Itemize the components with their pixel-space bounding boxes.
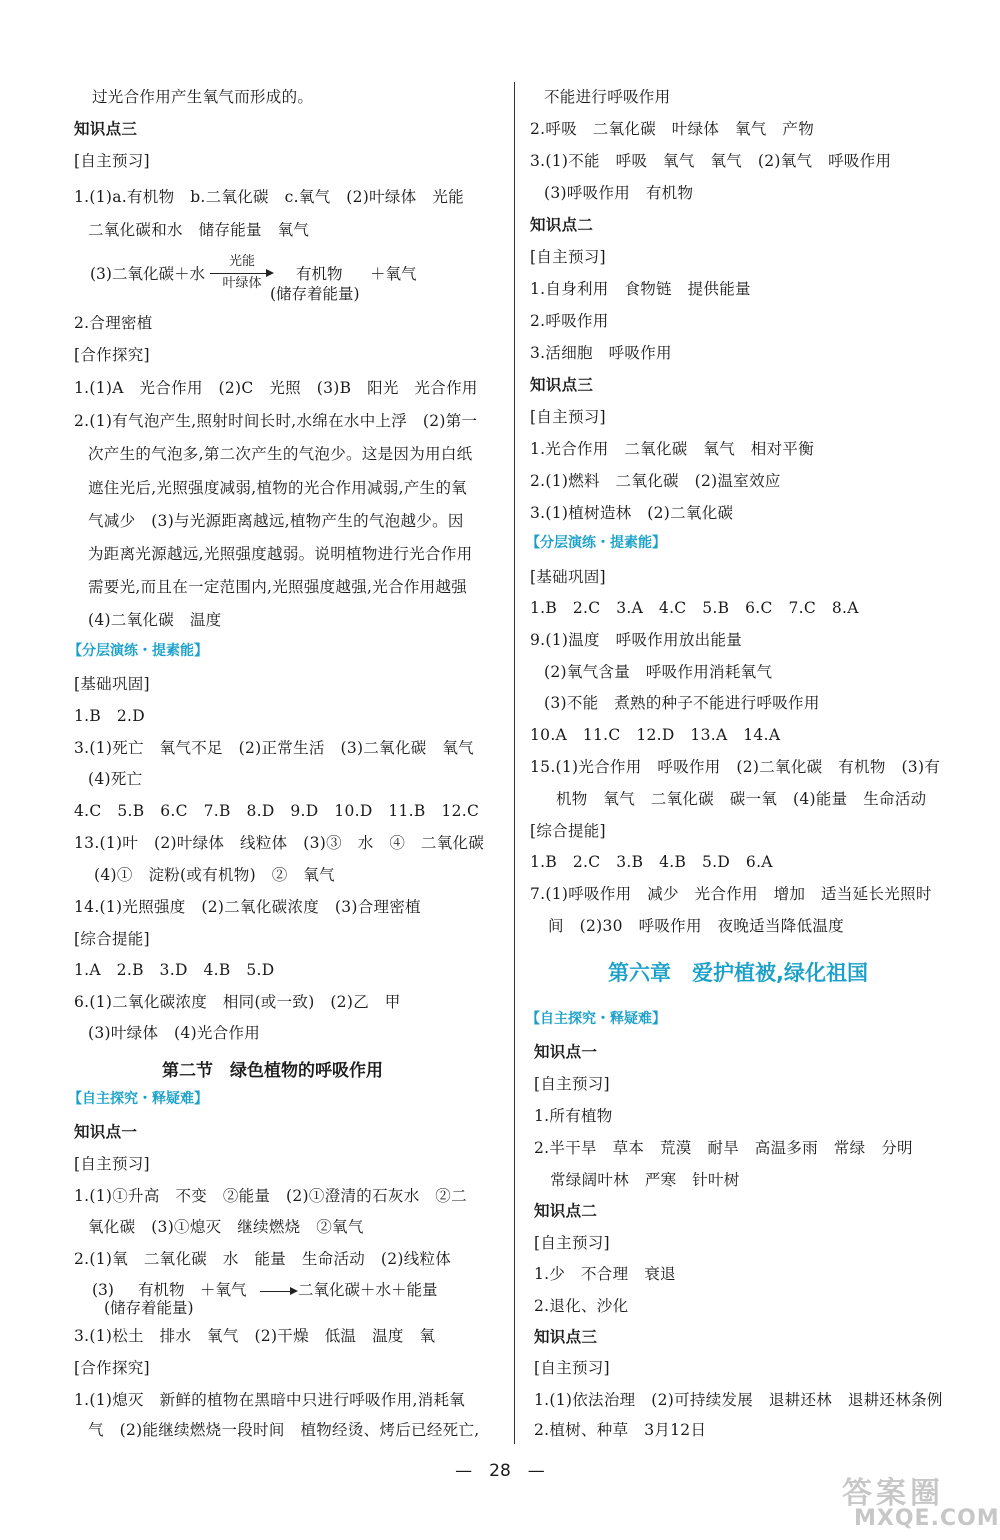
text-line: 3.(1)植树造林 (2)二氧化碳 [530, 504, 734, 522]
text-line: 1.A 2.B 3.D 4.B 5.D [74, 961, 275, 979]
text-line: 1.B 2.C 3.A 4.C 5.B 6.C 7.C 8.A [530, 599, 859, 617]
text-line: 3.(1)死亡 氧气不足 (2)正常生活 (3)二氧化碳 氧气 [74, 739, 474, 757]
section-tag-explore: 【自主探究・释疑难】 [68, 1091, 208, 1107]
text-line: 3.活细胞 呼吸作用 [530, 344, 672, 362]
text-line: 2.呼吸作用 [530, 312, 609, 330]
text-line: 次产生的气泡多,第二次产生的气泡少。这是因为用白纸 [88, 445, 473, 463]
equation-prefix: (3)二氧化碳＋水 [90, 265, 205, 283]
text-line: 机物 氧气 二氧化碳 碳一氧 (4)能量 生命活动 [556, 790, 927, 808]
text-line: 遮住光后,光照强度减弱,植物的光合作用减弱,产生的氧 [88, 479, 468, 497]
text-line: (3)不能 煮熟的种子不能进行呼吸作用 [544, 694, 820, 712]
heading-knowledge-point-1: 知识点一 [534, 1043, 598, 1061]
reaction-arrow [260, 1291, 296, 1292]
text-line: 13.(1)叶 (2)叶绿体 线粒体 (3)③ 水 ④ 二氧化碳 [74, 834, 485, 852]
text-line: 过光合作用产生氧气而形成的。 [92, 88, 314, 106]
text-line: 1.(1)熄灭 新鲜的植物在黑暗中只进行呼吸作用,消耗氧 [74, 1391, 466, 1409]
page-number: — 28 — [455, 1461, 545, 1481]
text-line: 气 (2)能继续燃烧一段时间 植物经烫、烤后已经死亡, [88, 1421, 480, 1439]
text-line: (3)呼吸作用 有机物 [544, 184, 694, 202]
text-line: 1.自身利用 食物链 提供能量 [530, 280, 751, 298]
text-line: 不能进行呼吸作用 [544, 88, 671, 106]
text-line: 1.少 不合理 衰退 [534, 1265, 676, 1283]
subheading-basics: [基础巩固] [530, 568, 606, 586]
text-line: 需要光,而且在一定范围内,光照强度越强,光合作用越强 [88, 578, 468, 596]
section-title: 第二节 绿色植物的呼吸作用 [162, 1061, 383, 1081]
text-line: 2.退化、沙化 [534, 1297, 629, 1315]
subheading-preview: [自主预习] [74, 152, 150, 170]
text-line: 1.(1)A 光合作用 (2)C 光照 (3)B 阳光 光合作用 [74, 379, 478, 397]
subheading-preview: [自主预习] [530, 408, 606, 426]
arrow-condition-top: 光能 [228, 254, 255, 269]
subheading-preview: [自主预习] [534, 1234, 610, 1252]
text-line: 2.(1)有气泡产生,照射时间长时,水绵在水中上浮 (2)第一 [74, 412, 478, 430]
text-line: 1.B 2.D [74, 707, 145, 725]
text-line: 2.半干旱 草本 荒漠 耐旱 高温多雨 常绿 分明 [534, 1139, 913, 1157]
subheading-preview: [自主预习] [74, 1155, 150, 1173]
text-line: 1.(1)①升高 不变 ②能量 (2)①澄清的石灰水 ②二 [74, 1187, 467, 1205]
subheading-preview: [自主预习] [534, 1075, 610, 1093]
text-line: 2.(1)氧 二氧化碳 水 能量 生命活动 (2)线粒体 [74, 1250, 452, 1268]
arrow-condition-bottom: 叶绿体 [222, 276, 262, 291]
chapter-title: 第六章 爱护植被,绿化祖国 [608, 961, 868, 985]
text-line: 1.(1)依法治理 (2)可持续发展 退耕还林 退耕还林条例 [534, 1391, 943, 1409]
subheading-comprehensive: [综合提能] [74, 930, 150, 948]
text-line: (2)氧气含量 呼吸作用消耗氧气 [544, 663, 773, 681]
heading-knowledge-point-1: 知识点一 [74, 1123, 138, 1141]
column-divider [514, 82, 515, 1444]
text-line: 6.(1)二氧化碳浓度 相同(或一致) (2)乙 甲 [74, 993, 401, 1011]
text-line: 3.(1)松土 排水 氧气 (2)干燥 低温 温度 氧 [74, 1327, 436, 1345]
equation-note: (储存着能量) [270, 285, 360, 303]
text-line: 2.合理密植 [74, 314, 153, 332]
text-line: 2.植树、种草 3月12日 [534, 1421, 707, 1439]
text-line: 9.(1)温度 呼吸作用放出能量 [530, 631, 743, 649]
text-line: (4)二氧化碳 温度 [88, 611, 222, 629]
equation-note: (储存着能量) [104, 1299, 194, 1317]
equation-prefix: (3) [92, 1281, 114, 1299]
text-line: 1.光合作用 二氧化碳 氧气 相对平衡 [530, 440, 814, 458]
text-line: 14.(1)光照强度 (2)二氧化碳浓度 (3)合理密植 [74, 898, 421, 916]
text-line: 2.呼吸 二氧化碳 叶绿体 氧气 产物 [530, 120, 814, 138]
text-line: 2.(1)燃料 二氧化碳 (2)温室效应 [530, 472, 781, 490]
equation-reactants: 有机物 ＋氧气 [138, 1281, 247, 1299]
text-line: 1.所有植物 [534, 1107, 613, 1125]
text-line: 常绿阔叶林 严寒 针叶树 [550, 1171, 740, 1189]
heading-knowledge-point-2: 知识点二 [530, 216, 594, 234]
text-line: 7.(1)呼吸作用 减少 光合作用 增加 适当延长光照时 [530, 885, 932, 903]
text-line: 间 (2)30 呼吸作用 夜晚适当降低温度 [548, 917, 844, 935]
text-line: 氧化碳 (3)①熄灭 继续燃烧 ②氧气 [88, 1218, 364, 1236]
text-line: 10.A 11.C 12.D 13.A 14.A [530, 726, 781, 744]
watermark-text: 答案圈 [842, 1476, 944, 1511]
text-line: 15.(1)光合作用 呼吸作用 (2)二氧化碳 有机物 (3)有 [530, 758, 941, 776]
text-line: 3.(1)不能 呼吸 氧气 氧气 (2)氧气 呼吸作用 [530, 152, 892, 170]
heading-knowledge-point-3: 知识点三 [534, 1328, 598, 1346]
subheading-cooperation: [合作探究] [74, 1359, 150, 1377]
watermark-logo [842, 1468, 1000, 1534]
subheading-cooperation: [合作探究] [74, 346, 150, 364]
equation-product: 有机物 [296, 265, 343, 283]
text-line: 气减少 (3)与光源距离越远,植物产生的气泡越少。因 [88, 512, 464, 530]
section-tag-practice: 【分层演练・提素能】 [68, 643, 208, 659]
heading-knowledge-point-3: 知识点三 [74, 120, 138, 138]
text-line: 二氧化碳和水 储存能量 氧气 [88, 221, 310, 239]
text-line: 1.(1)a.有机物 b.二氧化碳 c.氧气 (2)叶绿体 光能 [74, 188, 464, 206]
heading-knowledge-point-2: 知识点二 [534, 1202, 598, 1220]
text-line: (4)死亡 [88, 770, 143, 788]
text-line: (3)叶绿体 (4)光合作用 [88, 1024, 261, 1042]
equation-oxygen: ＋氧气 [370, 265, 417, 283]
watermark-url: MXQE.COM [854, 1506, 1000, 1531]
reaction-arrow [210, 273, 272, 274]
text-line: 1.B 2.C 3.B 4.B 5.D 6.A [530, 853, 773, 871]
text-line: 为距离光源越远,光照强度越弱。说明植物进行光合作用 [88, 545, 473, 563]
section-tag-practice: 【分层演练・提素能】 [526, 535, 666, 551]
subheading-comprehensive: [综合提能] [530, 822, 606, 840]
equation-result: 二氧化碳＋水＋能量 [298, 1281, 438, 1299]
heading-knowledge-point-3: 知识点三 [530, 376, 594, 394]
subheading-preview: [自主预习] [530, 248, 606, 266]
subheading-basics: [基础巩固] [74, 675, 150, 693]
text-line: (4)① 淀粉(或有机物) ② 氧气 [94, 866, 335, 884]
text-line: 4.C 5.B 6.C 7.B 8.D 9.D 10.D 11.B 12.C [74, 802, 480, 820]
section-tag-explore: 【自主探究・释疑难】 [526, 1011, 666, 1027]
subheading-preview: [自主预习] [534, 1359, 610, 1377]
